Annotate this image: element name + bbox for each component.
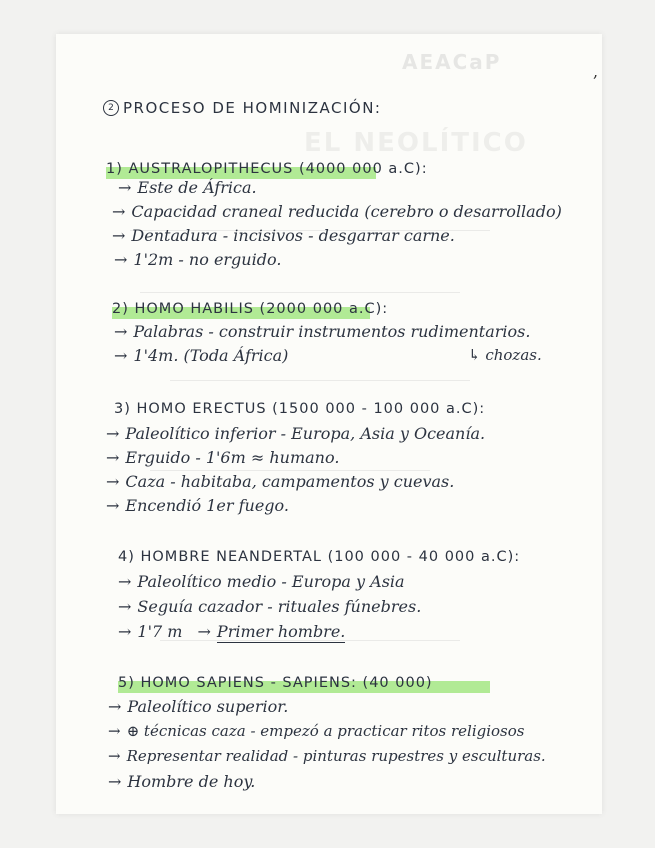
arrow-icon: → <box>114 322 128 341</box>
section-heading-text: 2) HOMO HABILIS (2000 000 a.C): <box>112 301 389 317</box>
section-heading <box>112 301 388 317</box>
title-number: 2 <box>103 100 119 116</box>
section-heading <box>118 549 520 565</box>
sub-note: ↳ chozas. <box>468 346 542 364</box>
arrow-icon: → <box>108 697 122 716</box>
list-item-text: 1'4m. (Toda África) <box>133 346 289 365</box>
section-heading-text: 5) HOMO SAPIENS - SAPIENS: (40 000) <box>118 675 433 691</box>
list-item <box>118 572 405 591</box>
list-item <box>114 346 288 365</box>
list-item-text: Palabras - construir instrumentos rudimentarios. <box>133 322 531 341</box>
section-homo-sapiens <box>118 672 433 691</box>
arrow-icon: → <box>106 472 120 491</box>
list-item-text: Capacidad craneal reducida (cerebro o desarrollado) <box>131 202 562 221</box>
list-item-text: Seguía cazador - rituales fúnebres. <box>137 597 422 616</box>
list-item <box>108 697 288 716</box>
bleed-through-line <box>170 380 470 381</box>
title-text <box>123 99 381 117</box>
arrow-icon: → <box>108 747 121 765</box>
list-item-text: Paleolítico superior. <box>127 697 289 716</box>
list-item-text: Paleolítico medio - Europa y Asia <box>137 572 405 591</box>
list-item <box>118 622 345 641</box>
arrow-icon: → <box>197 622 211 641</box>
list-item <box>114 322 530 341</box>
section-heading <box>114 401 485 417</box>
page-title <box>103 99 381 117</box>
list-item-text: Este de África. <box>137 178 257 197</box>
list-item <box>118 597 421 616</box>
list-item <box>106 448 339 467</box>
section-homo-habilis <box>112 298 388 317</box>
section-heading-text: 3) HOMO ERECTUS (1500 000 - 100 000 a.C): <box>114 401 486 417</box>
list-item <box>118 178 257 197</box>
list-item <box>106 472 454 491</box>
section-australopithecus <box>106 158 428 177</box>
section-heading-text: 4) HOMBRE NEANDERTAL (100 000 - 40 000 a.C): <box>118 549 521 565</box>
arrow-icon: → <box>108 722 121 740</box>
list-item-text: Representar realidad - pinturas rupestres y esculturas. <box>126 747 546 765</box>
arrow-icon: → <box>118 597 132 616</box>
section-heading <box>118 675 433 691</box>
section-hombre-neandertal <box>118 546 520 565</box>
arrow-icon: → <box>112 226 126 245</box>
list-item-text: Caza - habitaba, campamentos y cuevas. <box>125 472 455 491</box>
arrow-icon: → <box>118 572 132 591</box>
arrow-icon: → <box>112 202 126 221</box>
arrow-icon: → <box>114 250 128 269</box>
list-item <box>106 496 289 515</box>
list-item <box>108 747 546 765</box>
list-item-text: Dentadura - incisivos - desgarrar carne. <box>131 226 455 245</box>
list-item-text: Hombre de hoy. <box>127 772 256 791</box>
list-item-text: Erguido - 1'6m ≈ humano. <box>125 448 340 467</box>
list-item-text: Paleolítico inferior - Europa, Asia y Oceanía. <box>125 424 486 443</box>
bleed-through-title: EL NEOLÍTICO <box>304 128 528 158</box>
list-item <box>108 722 525 740</box>
arrow-icon: → <box>106 424 120 443</box>
list-item <box>112 226 455 245</box>
list-item <box>106 424 485 443</box>
title-label: PROCESO DE HOMINIZACIÓN: <box>123 99 382 117</box>
section-homo-erectus <box>114 398 485 417</box>
list-item-text: Encendió 1er fuego. <box>125 496 289 515</box>
list-item <box>108 772 255 791</box>
list-item-text: ⊕ técnicas caza - empezó a practicar ritos religiosos <box>126 722 525 740</box>
list-item-text: 1'2m - no erguido. <box>133 250 282 269</box>
arrow-icon: → <box>114 346 128 365</box>
list-item-text: 1'7 m <box>137 622 183 641</box>
underlined-note: Primer hombre. <box>216 622 346 641</box>
list-item <box>112 202 562 221</box>
arrow-icon: → <box>106 448 120 467</box>
bleed-through-line <box>140 292 460 293</box>
stray-mark: , <box>593 62 599 81</box>
arrow-icon: → <box>106 496 120 515</box>
arrow-icon: → <box>108 772 122 791</box>
arrow-icon: → <box>118 178 132 197</box>
section-heading <box>106 161 428 177</box>
bleed-through-mark: AEACaP <box>402 50 502 74</box>
section-heading-text: 1) AUSTRALOPITHECUS (4000 000 a.C): <box>106 161 428 177</box>
arrow-icon: → <box>118 622 132 641</box>
bleed-through-line <box>150 470 430 471</box>
list-item <box>114 250 281 269</box>
